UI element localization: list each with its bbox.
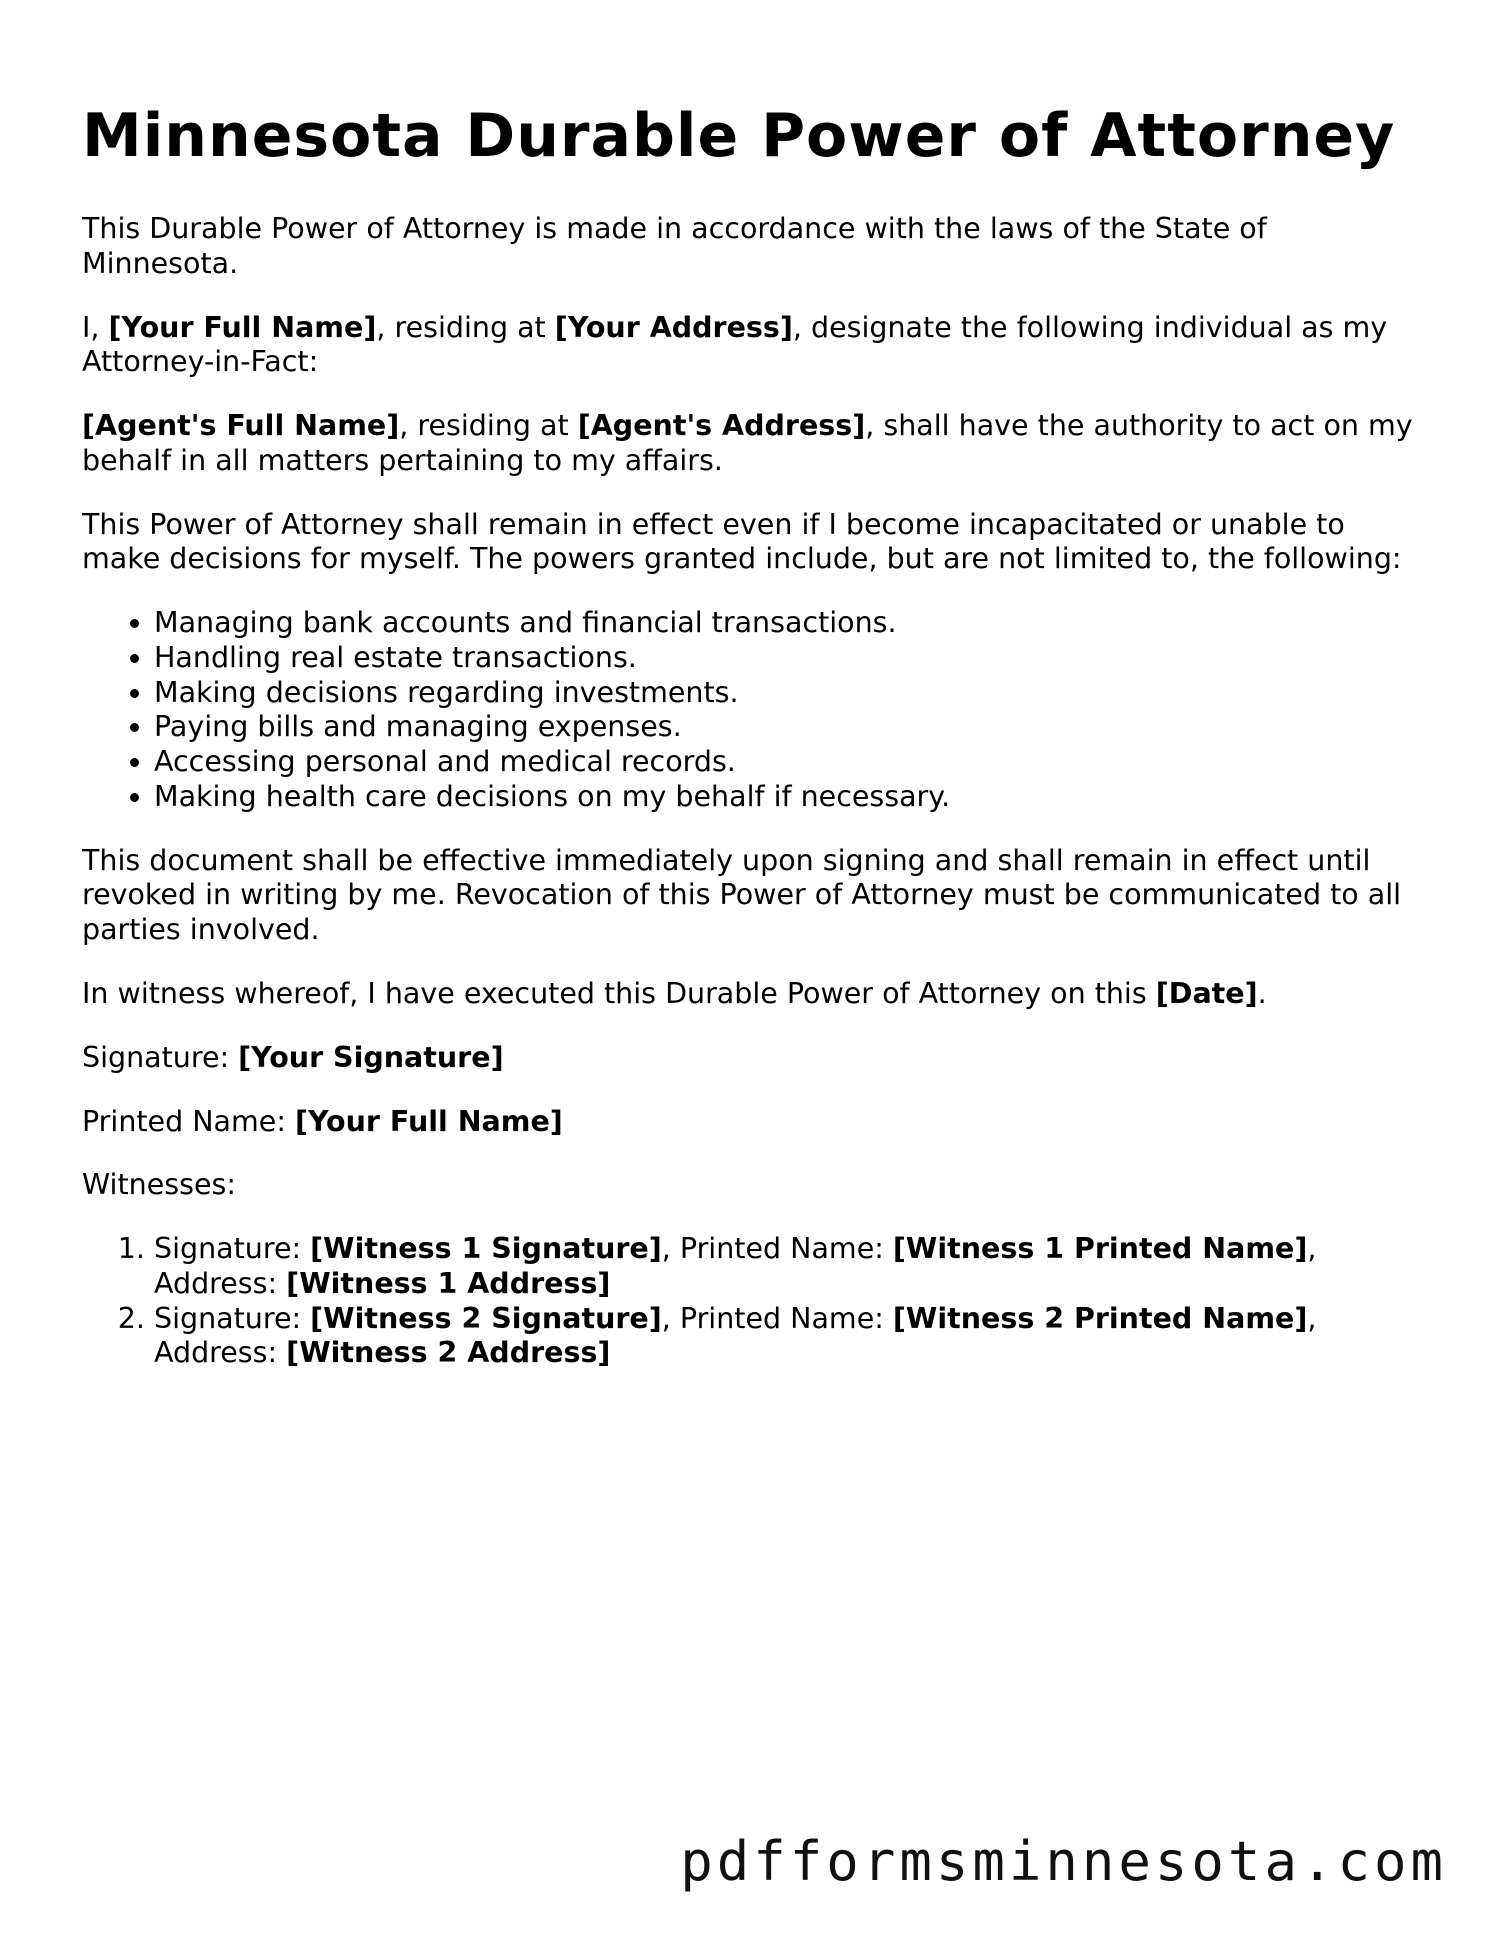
principal-name-placeholder: [Your Full Name] <box>108 310 377 344</box>
witness-printed-placeholder: [Witness 1 Printed Name] <box>892 1232 1308 1266</box>
printed-name-line <box>82 1105 1422 1140</box>
witness-address-label: , Address: <box>154 1232 1317 1300</box>
agent-suffix: , shall have the authority to act on my behalf in all matters pertaining to my affairs. <box>82 409 1413 477</box>
witnesses-label: Witnesses: <box>82 1168 236 1202</box>
principal-paragraph <box>82 311 1422 381</box>
watermark: pdfformsminnesota.com <box>680 1830 1447 1893</box>
witness-clause-paragraph <box>82 977 1422 1012</box>
signature-label: Signature: <box>82 1040 239 1074</box>
agent-address-placeholder: [Agent's Address] <box>577 409 866 443</box>
powers-list-item: • Making health care decisions on my behalf if necessary. <box>154 780 1422 815</box>
intro-paragraph: This Durable Power of Attorney is made in accordance with the laws of the State of Minnesota. <box>82 212 1267 280</box>
witness-item <box>154 1232 1422 1302</box>
principal-residing: , residing at <box>376 310 555 344</box>
witness-item <box>154 1302 1422 1372</box>
witness-clause-suffix: . <box>1257 977 1267 1011</box>
principal-suffix: , designate the following individual as my Attorney-in-Fact: <box>82 310 1388 379</box>
agent-paragraph <box>82 409 1422 479</box>
witness-signature-label: Signature: <box>154 1301 311 1335</box>
witness-address-placeholder: [Witness 1 Address] <box>286 1266 611 1300</box>
powers-list-item: • Managing bank accounts and financial transactions. <box>154 606 1422 641</box>
principal-address-placeholder: [Your Address] <box>554 310 793 344</box>
agent-name-placeholder: [Agent's Full Name] <box>82 409 400 443</box>
document-title: Minnesota Durable Power of Attorney <box>82 101 1396 171</box>
signature-placeholder: [Your Signature] <box>238 1040 504 1074</box>
witness-address-label: , Address: <box>154 1301 1317 1370</box>
witness-clause-prefix: In witness whereof, I have executed this Durable Power of Attorney on this <box>82 977 1156 1011</box>
powers-list-item: • Making decisions regarding investments. <box>154 676 1422 711</box>
witness-signature-placeholder: [Witness 2 Signature] <box>310 1301 662 1335</box>
powers-list-item: • Handling real estate transactions. <box>154 641 1422 676</box>
witness-printed-placeholder: [Witness 2 Printed Name] <box>892 1301 1308 1335</box>
agent-residing: , residing at <box>399 409 578 443</box>
powers-list-item: • Paying bills and managing expenses. <box>154 710 1422 745</box>
document-page <box>82 100 1422 1400</box>
date-placeholder: [Date] <box>1155 977 1258 1011</box>
witness-printed-label: , Printed Name: <box>661 1301 893 1335</box>
powers-intro-paragraph: This Power of Attorney shall remain in effect even if I become incapacitated or unable to make decisions for myself. The powers granted include, but are not limited to, the following: <box>82 507 1402 576</box>
powers-list <box>82 606 1422 815</box>
powers-list-item: • Accessing personal and medical records. <box>154 745 1422 780</box>
effective-paragraph: This document shall be effective immediately upon signing and shall remain in effect until revoked in writing by me. Revocation of this Power of Attorney must be communicated to all parties involved. <box>82 843 1402 947</box>
witness-printed-label: , Printed Name: <box>661 1232 893 1266</box>
printed-name-label: Printed Name: <box>82 1104 295 1138</box>
principal-prefix: I, <box>82 310 109 344</box>
witnesses-list <box>82 1232 1422 1371</box>
printed-name-placeholder: [Your Full Name] <box>295 1104 563 1138</box>
signature-line <box>82 1041 1422 1076</box>
witness-address-placeholder: [Witness 2 Address] <box>286 1336 611 1370</box>
witness-signature-placeholder: [Witness 1 Signature] <box>310 1232 662 1266</box>
witness-signature-label: Signature: <box>154 1232 311 1266</box>
